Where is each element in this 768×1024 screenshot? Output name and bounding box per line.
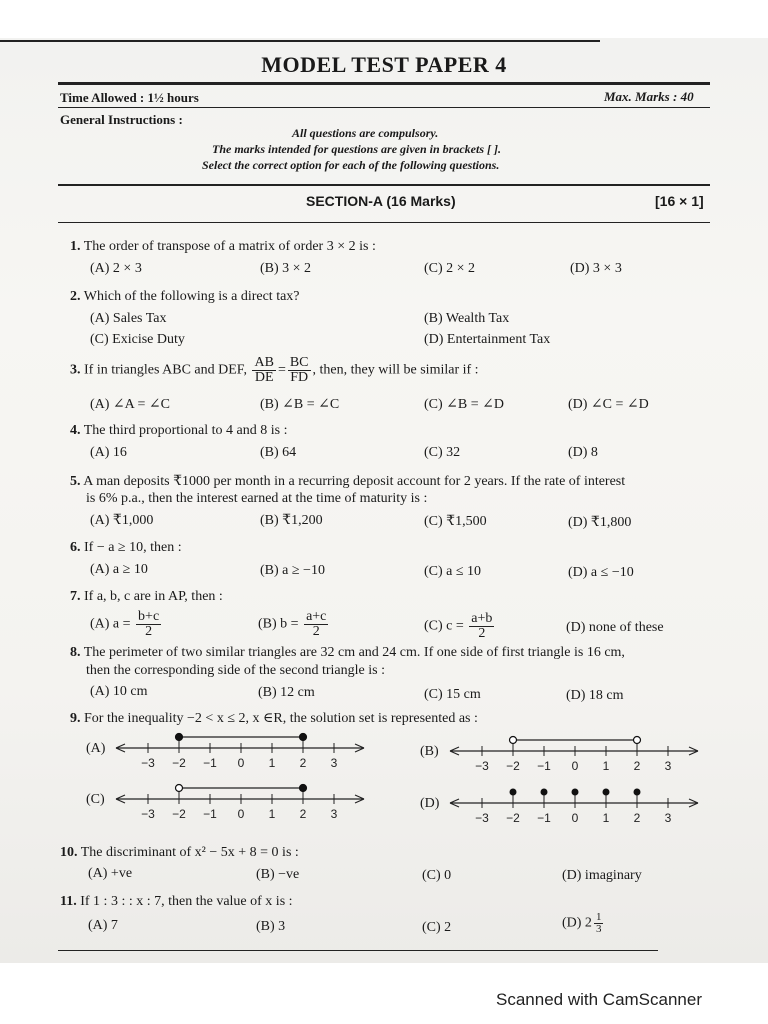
fraction-denominator: 2 xyxy=(478,626,486,641)
option-d[interactable] xyxy=(562,912,605,935)
option-c[interactable] xyxy=(424,612,496,641)
fraction-numerator: a+b xyxy=(471,611,493,626)
number-line-a[interactable] xyxy=(112,728,372,772)
question-number: 6. xyxy=(70,540,81,555)
top-rule xyxy=(0,40,600,42)
option-b[interactable]: (B) ₹1,200 xyxy=(260,513,323,528)
max-marks: Max. Marks : 40 xyxy=(604,89,694,104)
tick-label: 0 xyxy=(571,759,579,773)
question-text: The third proportional to 4 and 8 is : xyxy=(83,423,288,438)
fraction-numerator: AB xyxy=(254,355,274,370)
option-d[interactable]: (D) 3 × 3 xyxy=(570,261,622,276)
question-9 xyxy=(70,710,478,727)
title-rule xyxy=(58,82,710,85)
integer-point xyxy=(510,789,517,796)
tick-label: −2 xyxy=(506,759,520,773)
option-d-label[interactable]: (D) xyxy=(420,796,440,811)
option-fraction xyxy=(469,612,494,641)
question-text: , then, they will be similar if : xyxy=(312,362,479,378)
equals-sign: = xyxy=(277,362,286,378)
option-b[interactable]: (B) 64 xyxy=(260,445,297,460)
option-fraction xyxy=(594,912,604,935)
number-line-b[interactable] xyxy=(446,731,706,775)
option-label: (D) 2 xyxy=(562,915,592,931)
option-c[interactable]: (C) ∠B = ∠D xyxy=(424,397,504,412)
tick-label: 3 xyxy=(664,759,672,773)
time-allowed: Time Allowed : 1½ hours xyxy=(60,90,199,105)
option-label: (C) c = xyxy=(424,618,464,634)
question-2 xyxy=(70,289,300,305)
integer-point xyxy=(634,789,641,796)
option-label: (A) a = xyxy=(90,616,131,632)
tick-label: 2 xyxy=(299,756,307,770)
option-b[interactable] xyxy=(258,610,330,639)
tick-label: 1 xyxy=(602,759,610,773)
tick-label: −2 xyxy=(506,811,520,825)
tick-label: 3 xyxy=(330,807,338,821)
option-c[interactable]: (C) 32 xyxy=(424,445,461,460)
question-number: 4. xyxy=(70,423,81,438)
section-title: SECTION-A (16 Marks) xyxy=(306,193,456,209)
question-text: Which of the following is a direct tax? xyxy=(83,289,300,304)
tick-label: 2 xyxy=(633,811,641,825)
section-marks: [16 × 1] xyxy=(655,193,704,209)
option-b[interactable]: (B) 3 × 2 xyxy=(260,261,312,276)
question-5-line2: is 6% p.a., then the interest earned at the time of maturity is : xyxy=(86,491,428,506)
question-5 xyxy=(70,473,625,490)
open-endpoint xyxy=(510,737,517,744)
tick-label: −3 xyxy=(475,811,489,825)
option-fraction xyxy=(136,610,161,639)
fraction-denominator: 2 xyxy=(145,624,153,639)
instruction-line: The marks intended for questions are given in brackets [ ]. xyxy=(212,142,502,156)
fraction-denominator: 2 xyxy=(312,624,320,639)
question-10 xyxy=(60,845,299,861)
option-a[interactable]: (A) 7 xyxy=(88,918,118,933)
fraction-numerator: a+c xyxy=(306,609,327,624)
option-d[interactable]: (D) 8 xyxy=(568,445,598,460)
question-text: If − a ≥ 10, then : xyxy=(84,540,182,555)
question-number: 7. xyxy=(70,589,81,604)
open-endpoint xyxy=(634,737,641,744)
question-text: If in triangles ABC and DEF, xyxy=(84,362,247,378)
option-b[interactable]: (B) 12 cm xyxy=(258,685,315,700)
option-c[interactable]: (C) ₹1,500 xyxy=(424,514,487,529)
tick-label: 1 xyxy=(602,811,610,825)
question-number: 1. xyxy=(70,239,81,254)
number-line-d[interactable] xyxy=(446,783,706,827)
tick-label: −3 xyxy=(475,759,489,773)
question-text: The perimeter of two similar triangles are 32 cm and 24 cm. If one side of first triangle is 16 cm, xyxy=(83,645,625,660)
option-b[interactable]: (B) a ≥ −10 xyxy=(260,563,325,578)
option-d[interactable]: (D) 18 cm xyxy=(566,688,624,703)
tick-label: −3 xyxy=(141,756,155,770)
tick-label: 2 xyxy=(633,759,641,773)
camscanner-watermark: Scanned with CamScanner xyxy=(496,990,703,1009)
question-11 xyxy=(60,894,293,910)
option-d[interactable]: (D) none of these xyxy=(566,620,664,635)
question-1 xyxy=(70,239,376,255)
header-rule xyxy=(58,107,710,108)
tick-label: 0 xyxy=(237,756,245,770)
section-rule xyxy=(58,222,710,223)
option-d[interactable]: (D) ∠C = ∠D xyxy=(568,397,649,412)
fraction-denominator: DE xyxy=(254,370,274,385)
integer-point xyxy=(572,789,579,796)
question-text: A man deposits ₹1000 per month in a recurring deposit account for 2 years. If the rate of interest xyxy=(83,474,626,489)
question-3 xyxy=(70,356,479,385)
tick-label: −1 xyxy=(537,759,551,773)
fraction-ab-de xyxy=(252,356,275,385)
tick-label: −1 xyxy=(203,807,217,821)
fraction-denominator: 3 xyxy=(595,923,602,935)
fraction-numerator: 1 xyxy=(595,911,602,923)
option-c[interactable]: (C) Exicise Duty xyxy=(90,332,185,347)
option-b[interactable]: (B) Wealth Tax xyxy=(424,311,510,326)
option-a[interactable]: (A) ₹1,000 xyxy=(90,513,154,528)
question-4 xyxy=(70,423,288,439)
option-b[interactable]: (B) ∠B = ∠C xyxy=(260,397,340,412)
open-endpoint xyxy=(176,785,183,792)
fraction-numerator: b+c xyxy=(138,609,160,624)
tick-label: 0 xyxy=(571,811,579,825)
option-c[interactable]: (C) a ≤ 10 xyxy=(424,564,482,579)
option-c[interactable]: (C) 15 cm xyxy=(424,687,481,702)
tick-label: 1 xyxy=(268,756,276,770)
question-text: The discriminant of x² − 5x + 8 = 0 is : xyxy=(80,845,299,860)
question-8-line2: then the corresponding side of the second triangle is : xyxy=(86,663,385,678)
tick-label: 3 xyxy=(330,756,338,770)
tick-label: −1 xyxy=(203,756,217,770)
question-number: 5. xyxy=(70,474,81,489)
option-d[interactable]: (D) ₹1,800 xyxy=(568,515,632,530)
instruction-line: All questions are compulsory. xyxy=(292,126,439,140)
option-a[interactable]: (A) 2 × 3 xyxy=(90,261,142,276)
question-text: If a, b, c are in AP, then : xyxy=(84,589,223,604)
option-b[interactable]: (B) −ve xyxy=(256,867,300,882)
integer-point xyxy=(541,789,548,796)
option-a[interactable] xyxy=(90,610,163,639)
tick-label: −2 xyxy=(172,756,186,770)
fraction-denominator: FD xyxy=(290,370,309,385)
option-a[interactable]: (A) ∠A = ∠C xyxy=(90,397,170,412)
option-a[interactable]: (A) 10 cm xyxy=(90,684,148,699)
closed-endpoint xyxy=(300,785,307,792)
page-title: MODEL TEST PAPER 4 xyxy=(261,52,507,77)
option-d[interactable]: (D) a ≤ −10 xyxy=(568,565,634,580)
fraction-numerator: BC xyxy=(289,355,309,370)
question-7 xyxy=(70,589,223,605)
option-fraction xyxy=(304,610,328,639)
question-text: The order of transpose of a matrix of order 3 × 2 is : xyxy=(83,239,376,254)
option-b[interactable]: (B) 3 xyxy=(256,919,286,934)
option-a-label[interactable]: (A) xyxy=(86,741,106,756)
question-text: For the inequality −2 < x ≤ 2, x ∈R, the solution set is represented as : xyxy=(84,711,478,726)
tick-label: −1 xyxy=(537,811,551,825)
option-c-label[interactable]: (C) xyxy=(86,792,105,807)
question-text: If 1 : 3 : : x : 7, then the value of x is : xyxy=(80,894,293,909)
tick-label: 1 xyxy=(268,807,276,821)
option-d[interactable]: (D) imaginary xyxy=(562,868,642,883)
option-b-label[interactable]: (B) xyxy=(420,744,439,759)
tick-label: 3 xyxy=(664,811,672,825)
tick-label: 0 xyxy=(237,807,245,821)
question-8 xyxy=(70,645,625,661)
general-instructions-label: General Instructions : xyxy=(60,112,183,127)
bottom-rule xyxy=(58,950,658,951)
instruction-line: Select the correct option for each of the following questions. xyxy=(202,158,500,172)
option-d[interactable]: (D) Entertainment Tax xyxy=(424,332,551,347)
number-line-c[interactable] xyxy=(112,779,372,823)
question-number: 10. xyxy=(60,845,78,860)
option-label: (B) b = xyxy=(258,616,299,632)
instructions-rule xyxy=(58,184,710,186)
question-number: 9. xyxy=(70,711,81,726)
closed-endpoint xyxy=(300,734,307,741)
tick-label: −3 xyxy=(141,807,155,821)
closed-endpoint xyxy=(176,734,183,741)
integer-point xyxy=(603,789,610,796)
option-c[interactable]: (C) 0 xyxy=(422,868,452,883)
option-a[interactable]: (A) a ≥ 10 xyxy=(90,562,148,577)
question-number: 3. xyxy=(70,362,81,378)
tick-label: −2 xyxy=(172,807,186,821)
option-a[interactable]: (A) +ve xyxy=(88,866,133,881)
question-6 xyxy=(70,540,182,556)
question-number: 8. xyxy=(70,645,81,660)
tick-label: 2 xyxy=(299,807,307,821)
question-number: 2. xyxy=(70,289,81,304)
option-a[interactable]: (A) Sales Tax xyxy=(90,311,167,326)
option-a[interactable]: (A) 16 xyxy=(90,445,127,460)
fraction-bc-fd xyxy=(288,356,311,385)
question-number: 11. xyxy=(60,894,77,909)
option-c[interactable]: (C) 2 × 2 xyxy=(424,261,476,276)
option-c[interactable]: (C) 2 xyxy=(422,920,452,935)
